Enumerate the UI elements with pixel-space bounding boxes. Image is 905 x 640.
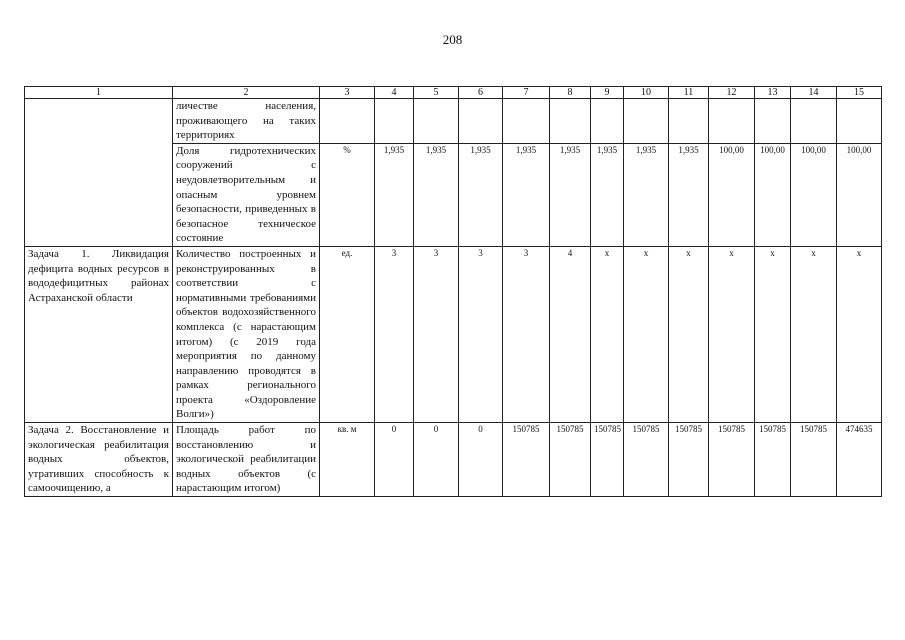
value-cell	[503, 99, 550, 144]
value-cell	[375, 99, 414, 144]
value-cell: 100,00	[755, 143, 791, 246]
value-cell: 1,935	[414, 143, 459, 246]
value-cell	[550, 99, 591, 144]
value-cell: 150785	[503, 423, 550, 497]
indicator-cell: Площадь работ по восстановлению и экологической реабилитации водных объектов (с нарастающим итогом)	[173, 423, 320, 497]
task-cell: Задача 2. Восстановление и экологическая реабилитация водных объектов, утративших способность к самоочищению, а	[25, 423, 173, 497]
value-cell: х	[755, 246, 791, 422]
value-cell: 1,935	[375, 143, 414, 246]
value-cell	[414, 99, 459, 144]
value-cell: х	[709, 246, 755, 422]
column-header: 12	[709, 87, 755, 99]
value-cell: 150785	[669, 423, 709, 497]
table-row	[25, 423, 882, 497]
value-cell: 150785	[624, 423, 669, 497]
page-number: 208	[442, 32, 463, 47]
value-cell: 1,935	[503, 143, 550, 246]
value-cell: 150785	[709, 423, 755, 497]
value-cell	[591, 99, 624, 144]
task-cell: Задача 1. Ликвидация дефицита водных ресурсов в вододефицитных районах Астраханской области	[25, 246, 173, 422]
value-cell	[791, 99, 837, 144]
value-cell: 150785	[755, 423, 791, 497]
indicators-table	[24, 86, 882, 497]
column-header: 1	[25, 87, 173, 99]
indicator-cell: личестве населения, проживающего на таких территориях	[173, 99, 320, 144]
value-cell: 3	[414, 246, 459, 422]
value-cell: 0	[414, 423, 459, 497]
value-cell: х	[791, 246, 837, 422]
value-cell: 0	[459, 423, 503, 497]
value-cell: х	[837, 246, 882, 422]
value-cell	[755, 99, 791, 144]
value-cell	[709, 99, 755, 144]
value-cell: 1,935	[550, 143, 591, 246]
value-cell: 4	[550, 246, 591, 422]
value-cell: х	[591, 246, 624, 422]
value-cell: 100,00	[709, 143, 755, 246]
value-cell: 0	[375, 423, 414, 497]
value-cell: х	[624, 246, 669, 422]
value-cell	[837, 99, 882, 144]
value-cell: 100,00	[837, 143, 882, 246]
value-cell: 150785	[791, 423, 837, 497]
indicator-cell: Доля гидротехнических сооружений с неудовлетворительным и опасным уровнем безопасности, приведенных в безопасное техническое состояние	[173, 143, 320, 246]
unit-cell	[320, 99, 375, 144]
value-cell: 3	[503, 246, 550, 422]
value-cell: 1,935	[624, 143, 669, 246]
table-row	[25, 99, 882, 144]
unit-cell: ед.	[320, 246, 375, 422]
value-cell: 3	[375, 246, 414, 422]
column-header: 6	[459, 87, 503, 99]
value-cell: 1,935	[591, 143, 624, 246]
table-row	[25, 246, 882, 422]
value-cell: 100,00	[791, 143, 837, 246]
unit-cell: кв. м	[320, 423, 375, 497]
column-header: 9	[591, 87, 624, 99]
column-header: 15	[837, 87, 882, 99]
unit-cell: %	[320, 143, 375, 246]
indicator-cell: Количество построенных и реконструированных в соответствии с нормативными требованиями объектов водохозяйственного комплекса (с нарастающим итогом) (с 2019 года мероприятия по данному направлению проводятся в рамках регионального проекта «Оздоровление Волги»)	[173, 246, 320, 422]
column-header: 8	[550, 87, 591, 99]
column-header: 7	[503, 87, 550, 99]
value-cell: 1,935	[459, 143, 503, 246]
value-cell: х	[669, 246, 709, 422]
column-header: 11	[669, 87, 709, 99]
column-header: 2	[173, 87, 320, 99]
column-header: 10	[624, 87, 669, 99]
column-header: 13	[755, 87, 791, 99]
column-header: 3	[320, 87, 375, 99]
column-header: 5	[414, 87, 459, 99]
value-cell: 150785	[591, 423, 624, 497]
value-cell: 1,935	[669, 143, 709, 246]
value-cell	[459, 99, 503, 144]
column-header: 14	[791, 87, 837, 99]
task-cell	[25, 99, 173, 247]
value-cell	[669, 99, 709, 144]
value-cell: 150785	[550, 423, 591, 497]
value-cell: 474635	[837, 423, 882, 497]
column-number-row	[25, 87, 882, 99]
value-cell: 3	[459, 246, 503, 422]
column-header: 4	[375, 87, 414, 99]
value-cell	[624, 99, 669, 144]
